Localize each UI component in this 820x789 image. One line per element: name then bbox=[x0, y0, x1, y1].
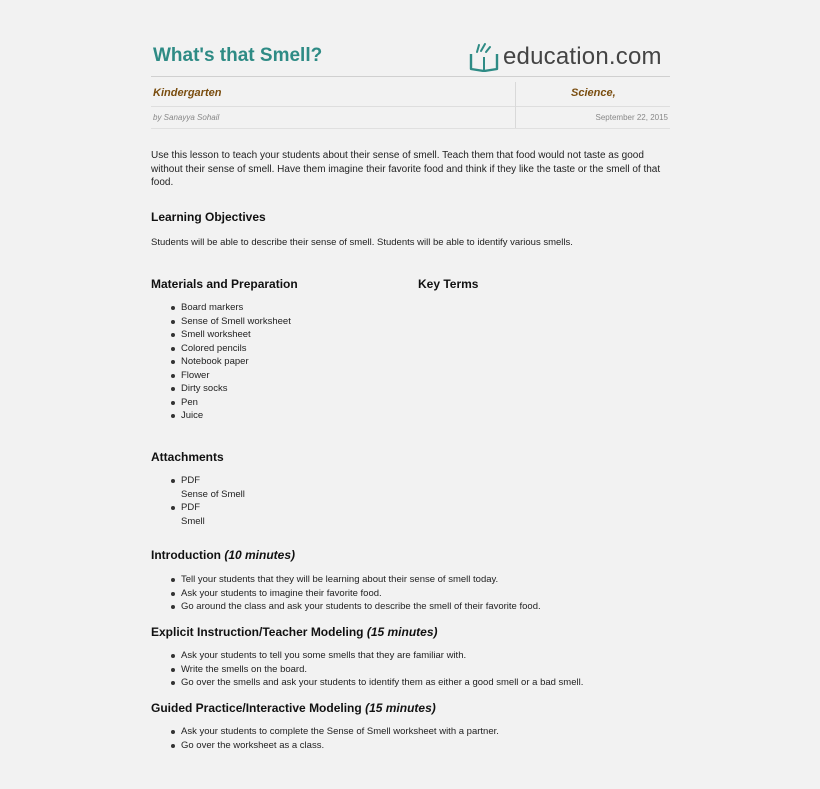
attachment-item[interactable] bbox=[151, 501, 245, 528]
attachment-link[interactable]: Sense of Smell bbox=[181, 488, 245, 500]
list-item: Notebook paper bbox=[151, 355, 291, 369]
list-item: Go over the smells and ask your students to identify them as either a good smell or a bad smell. bbox=[151, 676, 583, 690]
attachment-type: PDF bbox=[181, 502, 200, 513]
introduction-list bbox=[151, 573, 541, 614]
list-item: Ask your students to tell you some smells that they are familiar with. bbox=[151, 649, 583, 663]
bullet-icon bbox=[171, 360, 175, 364]
lesson-title: What's that Smell? bbox=[153, 45, 323, 66]
bullet-icon bbox=[171, 654, 175, 658]
list-item: Juice bbox=[151, 409, 291, 423]
list-item: Tell your students that they will be learning about their sense of smell today. bbox=[151, 573, 541, 587]
meta-column-divider bbox=[515, 82, 516, 128]
bullet-icon bbox=[171, 347, 175, 351]
list-item: Sense of Smell worksheet bbox=[151, 315, 291, 329]
intro-paragraph: Use this lesson to teach your students about their sense of smell. Teach them that food would not taste as good without their sense of smell. Have them imagine their favorite food and think if they like the taste or the smell of that food. bbox=[151, 150, 661, 188]
explicit-instruction-list bbox=[151, 649, 583, 690]
guided-practice-duration: (15 minutes) bbox=[365, 701, 436, 715]
education-com-logo[interactable] bbox=[467, 42, 662, 72]
bullet-icon bbox=[171, 681, 175, 685]
list-item: Go over the worksheet as a class. bbox=[151, 739, 499, 753]
materials-heading: Materials and Preparation bbox=[151, 277, 298, 291]
publish-date: September 22, 2015 bbox=[595, 113, 668, 122]
explicit-instruction-duration: (15 minutes) bbox=[366, 625, 438, 639]
bullet-icon bbox=[171, 479, 175, 483]
bullet-icon bbox=[171, 320, 175, 324]
author-byline: by Sanayya Sohail bbox=[153, 113, 220, 122]
introduction-heading: Introduction (10 minutes) bbox=[151, 548, 296, 562]
logo-brand-text: education bbox=[503, 43, 609, 70]
bullet-icon bbox=[171, 333, 175, 337]
grade-label: Kindergarten bbox=[153, 87, 222, 99]
bullet-icon bbox=[171, 578, 175, 582]
attachments-list bbox=[151, 474, 245, 528]
list-item: Smell worksheet bbox=[151, 328, 291, 342]
bullet-icon bbox=[171, 592, 175, 596]
bullet-icon bbox=[171, 306, 175, 310]
logo-suffix-text: .com bbox=[608, 43, 662, 70]
bullet-icon bbox=[171, 387, 175, 391]
materials-list bbox=[151, 301, 291, 423]
list-item: Colored pencils bbox=[151, 342, 291, 356]
guided-practice-heading: Guided Practice/Interactive Modeling (15 minutes) bbox=[151, 701, 436, 715]
attachment-item[interactable] bbox=[151, 474, 245, 501]
bullet-icon bbox=[171, 506, 175, 510]
learning-objectives-heading: Learning Objectives bbox=[151, 210, 266, 224]
learning-objectives-text: Students will be able to describe their sense of smell. Students will be able to identify various smells. bbox=[151, 237, 573, 248]
attachments-heading: Attachments bbox=[151, 450, 224, 464]
list-item: Go around the class and ask your students to describe the smell of their favorite food. bbox=[151, 600, 541, 614]
header-divider bbox=[151, 76, 670, 77]
open-book-icon bbox=[467, 42, 501, 72]
list-item: Ask your students to complete the Sense of Smell worksheet with a partner. bbox=[151, 725, 499, 739]
bullet-icon bbox=[171, 414, 175, 418]
bullet-icon bbox=[171, 401, 175, 405]
attachment-type: PDF bbox=[181, 475, 200, 486]
introduction-duration: (10 minutes) bbox=[224, 548, 296, 562]
bullet-icon bbox=[171, 605, 175, 609]
bullet-icon bbox=[171, 668, 175, 672]
list-item: Write the smells on the board. bbox=[151, 663, 583, 677]
list-item: Board markers bbox=[151, 301, 291, 315]
bullet-icon bbox=[171, 730, 175, 734]
list-item: Flower bbox=[151, 369, 291, 383]
explicit-instruction-heading: Explicit Instruction/Teacher Modeling (15 minutes) bbox=[151, 625, 438, 639]
byline-divider bbox=[151, 128, 670, 129]
bullet-icon bbox=[171, 374, 175, 378]
list-item: Ask your students to imagine their favorite food. bbox=[151, 587, 541, 601]
list-item: Pen bbox=[151, 396, 291, 410]
bullet-icon bbox=[171, 744, 175, 748]
subject-label: Science, bbox=[571, 87, 616, 99]
meta-divider bbox=[151, 106, 670, 107]
key-terms-heading: Key Terms bbox=[418, 277, 479, 291]
guided-practice-list bbox=[151, 725, 499, 752]
list-item: Dirty socks bbox=[151, 382, 291, 396]
attachment-link[interactable]: Smell bbox=[181, 515, 205, 527]
